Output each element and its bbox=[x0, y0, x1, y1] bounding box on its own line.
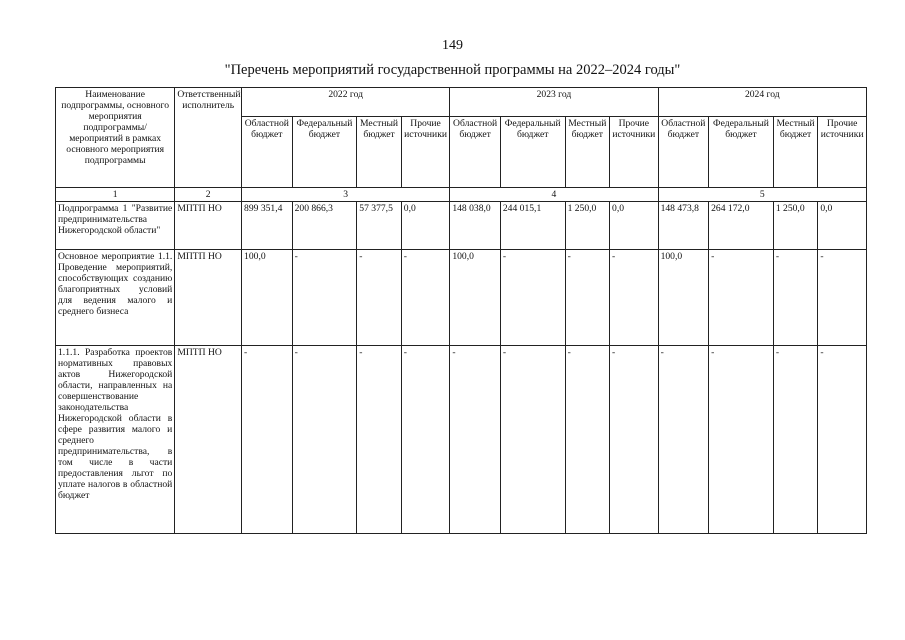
cell-value: - bbox=[818, 250, 867, 346]
subcol-regional: Областной бюджет bbox=[450, 117, 501, 188]
row-name: Подпрограмма 1 "Развитие предпринимательства Нижегородской области" bbox=[56, 202, 175, 250]
cell-value: - bbox=[401, 250, 450, 346]
program-table bbox=[55, 87, 867, 534]
col-number: 5 bbox=[658, 188, 866, 202]
document-title: "Перечень мероприятий государственной программы на 2022–2024 годы" bbox=[224, 62, 681, 78]
cell-value: 100,0 bbox=[658, 250, 709, 346]
cell-value: 148 038,0 bbox=[450, 202, 501, 250]
cell-value: - bbox=[357, 346, 401, 534]
cell-value: - bbox=[500, 346, 565, 534]
cell-value: - bbox=[401, 346, 450, 534]
header-year-2024: 2024 год bbox=[658, 88, 866, 117]
cell-value: - bbox=[709, 250, 774, 346]
header-year-2023: 2023 год bbox=[450, 88, 658, 117]
cell-value: 899 351,4 bbox=[242, 202, 293, 250]
header-row-years bbox=[56, 88, 867, 117]
cell-value: 100,0 bbox=[450, 250, 501, 346]
subcol-other: Прочие источники bbox=[610, 117, 659, 188]
cell-value: - bbox=[709, 346, 774, 534]
cell-value: 57 377,5 bbox=[357, 202, 401, 250]
row-name: Основное мероприятие 1.1. Проведение мероприятий, способствующих созданию благоприятных условий для ведения малого и среднего бизнеса bbox=[56, 250, 175, 346]
cell-value: - bbox=[450, 346, 501, 534]
col-number: 3 bbox=[242, 188, 450, 202]
cell-value: 1 250,0 bbox=[565, 202, 609, 250]
cell-value: 0,0 bbox=[818, 202, 867, 250]
cell-value: 1 250,0 bbox=[773, 202, 817, 250]
header-executor-col: Ответственный исполнитель bbox=[175, 88, 242, 188]
cell-value: - bbox=[773, 346, 817, 534]
cell-value: 264 172,0 bbox=[709, 202, 774, 250]
table-row bbox=[56, 346, 867, 534]
subcol-local: Местный бюджет bbox=[773, 117, 817, 188]
subcol-federal: Федеральный бюджет bbox=[292, 117, 357, 188]
cell-value: - bbox=[818, 346, 867, 534]
subcol-local: Местный бюджет bbox=[565, 117, 609, 188]
subcol-regional: Областной бюджет bbox=[658, 117, 709, 188]
column-number-row bbox=[56, 188, 867, 202]
cell-value: 100,0 bbox=[242, 250, 293, 346]
cell-value: - bbox=[357, 250, 401, 346]
table-row bbox=[56, 202, 867, 250]
subcol-other: Прочие источники bbox=[818, 117, 867, 188]
header-name-col: Наименование подпрограммы, основного мероприятия подпрограммы/мероприятий в рамках основного мероприятия подпрограммы bbox=[56, 88, 175, 188]
cell-value: 0,0 bbox=[610, 202, 659, 250]
cell-value: - bbox=[658, 346, 709, 534]
cell-value: - bbox=[773, 250, 817, 346]
cell-value: 0,0 bbox=[401, 202, 450, 250]
cell-value: - bbox=[610, 346, 659, 534]
cell-value: - bbox=[292, 250, 357, 346]
row-executor: МПТП НО bbox=[175, 202, 242, 250]
subcol-other: Прочие источники bbox=[401, 117, 450, 188]
row-name: 1.1.1. Разработка проектов нормативных правовых актов Нижегородской области, направленных на совершенствование законодательства Нижегородской области в сфере развития малого и среднего предпринимательства, в том числе в части предоставления льгот по уплате налогов в областной бюджет bbox=[56, 346, 175, 534]
subcol-federal: Федеральный бюджет bbox=[709, 117, 774, 188]
cell-value: - bbox=[500, 250, 565, 346]
col-number: 4 bbox=[450, 188, 658, 202]
cell-value: 200 866,3 bbox=[292, 202, 357, 250]
subcol-federal: Федеральный бюджет bbox=[500, 117, 565, 188]
subcol-regional: Областной бюджет bbox=[242, 117, 293, 188]
row-executor: МПТП НО bbox=[175, 346, 242, 534]
cell-value: 244 015,1 bbox=[500, 202, 565, 250]
cell-value: 148 473,8 bbox=[658, 202, 709, 250]
header-year-2022: 2022 год bbox=[242, 88, 450, 117]
page-number: 149 bbox=[442, 38, 463, 53]
cell-value: - bbox=[610, 250, 659, 346]
cell-value: - bbox=[565, 346, 609, 534]
col-number: 2 bbox=[175, 188, 242, 202]
row-executor: МПТП НО bbox=[175, 250, 242, 346]
cell-value: - bbox=[292, 346, 357, 534]
table-row bbox=[56, 250, 867, 346]
col-number: 1 bbox=[56, 188, 175, 202]
cell-value: - bbox=[242, 346, 293, 534]
cell-value: - bbox=[565, 250, 609, 346]
subcol-local: Местный бюджет bbox=[357, 117, 401, 188]
